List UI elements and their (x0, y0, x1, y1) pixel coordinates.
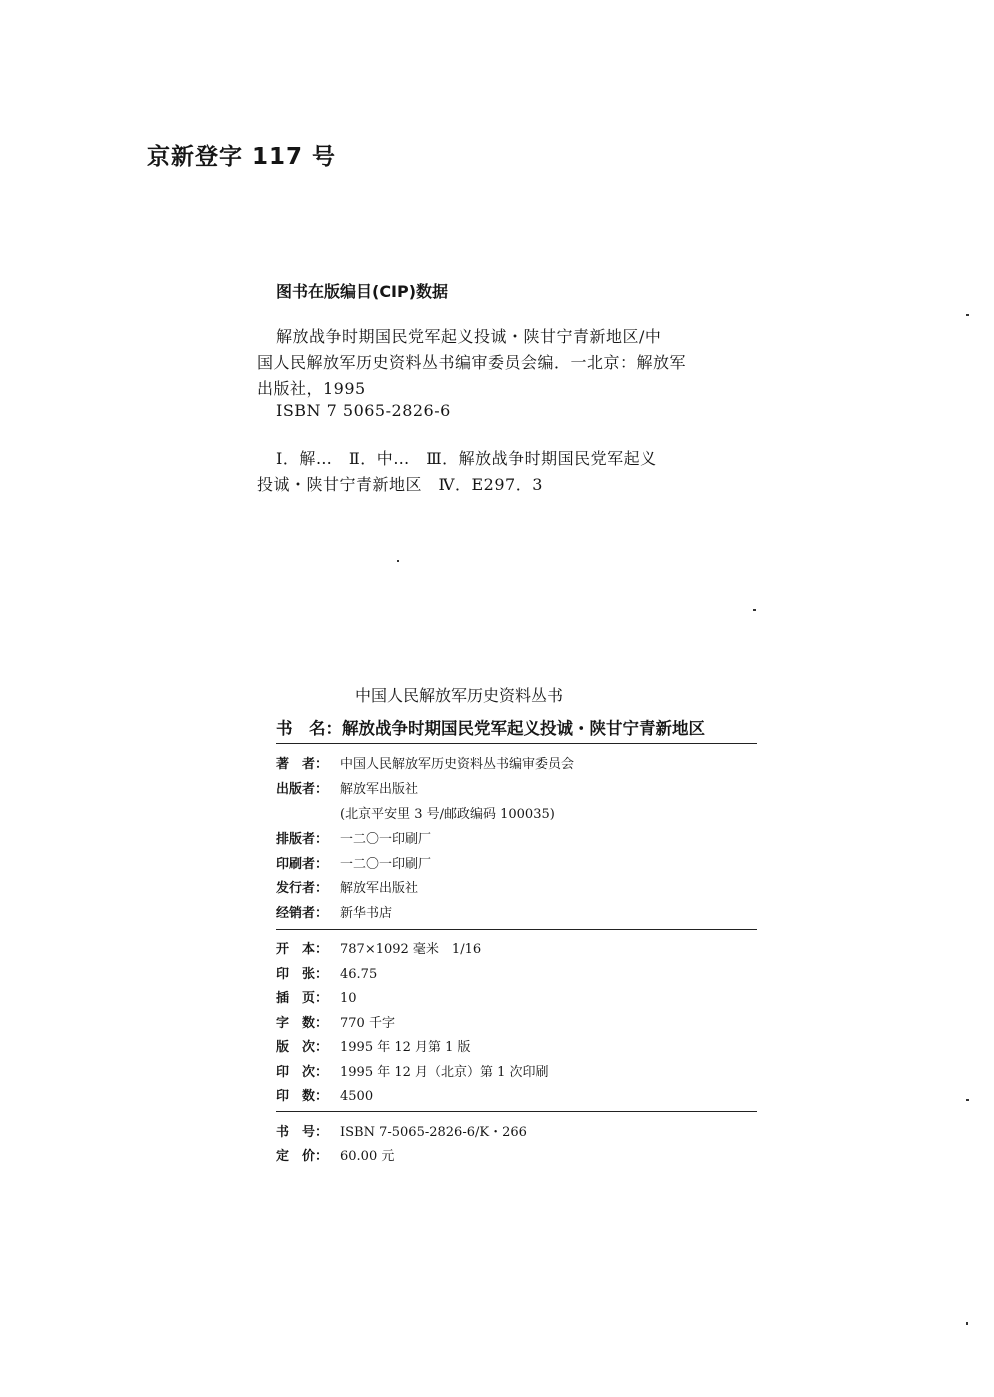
info-row-publisher-address (276, 803, 555, 825)
info-label: 印 张： (276, 967, 329, 982)
info-value: 770 千字 (340, 1016, 395, 1031)
cip-isbn-line: ISBN 7 5065-2826-6 (276, 401, 451, 420)
info-value: 10 (340, 991, 357, 1006)
info-row-printing (276, 1061, 549, 1083)
info-value: 1995 年 12 月（北京）第 1 次印刷 (340, 1065, 549, 1080)
cip-classification-line: 投诚・陕甘宁青新地区 Ⅳ．E297．3 (257, 475, 543, 494)
info-row-distributor (276, 877, 418, 899)
cip-record-line: 解放战争时期国民党军起义投诚・陕甘宁青新地区/中 (276, 327, 662, 346)
info-value: 1995 年 12 月第 1 版 (340, 1040, 471, 1055)
info-label: 印 次： (276, 1065, 329, 1080)
info-value: 60.00 元 (340, 1149, 395, 1164)
info-row-seller (276, 902, 392, 924)
info-row-book-number (276, 1121, 527, 1143)
cip-record-line: 出版社，1995 (257, 379, 366, 398)
info-label: 开 本： (276, 942, 329, 957)
scan-speck (397, 560, 399, 562)
info-value: ISBN 7-5065-2826-6/K・266 (340, 1125, 527, 1140)
info-value: 一二〇一印刷厂 (340, 832, 432, 847)
info-row-sheets (276, 963, 377, 985)
info-label: 书 号： (276, 1125, 329, 1140)
scan-speck (966, 1099, 969, 1101)
info-value: (北京平安里 3 号/邮政编码 100035) (340, 807, 555, 822)
divider (276, 1111, 757, 1112)
cip-heading: 图书在版编目(CIP)数据 (276, 282, 449, 301)
info-value: 一二〇一印刷厂 (340, 857, 432, 872)
info-row-edition (276, 1036, 471, 1058)
scan-speck (966, 1322, 968, 1325)
info-label: 字 数： (276, 1016, 329, 1031)
info-value: 46.75 (340, 967, 378, 982)
info-value: 新华书店 (340, 906, 393, 921)
info-row-publisher (276, 778, 418, 800)
series-title: 中国人民解放军历史资料丛书 (355, 686, 564, 705)
info-label: 排版者： (276, 832, 329, 847)
info-value: 解放军出版社 (340, 881, 419, 896)
scan-speck (753, 609, 756, 611)
info-label: 印 数： (276, 1089, 329, 1104)
info-row-print-run (276, 1085, 373, 1107)
license-number: 京新登字 117 号 (147, 144, 337, 170)
info-row-format (276, 938, 481, 960)
info-value: 解放军出版社 (340, 782, 419, 797)
info-label: 插 页： (276, 991, 329, 1006)
info-label: 经销者： (276, 906, 329, 921)
info-label: 出版者： (276, 782, 329, 797)
cip-classification-line: Ⅰ．解… Ⅱ．中… Ⅲ．解放战争时期国民党军起义 (276, 449, 657, 468)
info-label: 定 价： (276, 1149, 329, 1164)
scan-speck (966, 314, 969, 316)
info-label: 著 者： (276, 757, 329, 772)
info-row-printer (276, 853, 431, 875)
info-value: 4500 (340, 1089, 374, 1104)
info-row-typesetter (276, 828, 431, 850)
info-label: 版 次： (276, 1040, 329, 1055)
book-name: 书 名：解放战争时期国民党军起义投诚・陕甘宁青新地区 (276, 719, 705, 738)
divider (276, 929, 757, 930)
info-value: 787×1092 毫米 1/16 (340, 942, 482, 957)
cip-record-line: 国人民解放军历史资料丛书编审委员会编．一北京：解放军 (257, 353, 687, 372)
info-value: 中国人民解放军历史资料丛书编审委员会 (340, 757, 575, 772)
info-label: 发行者： (276, 881, 329, 896)
info-row-author (276, 753, 574, 775)
divider (276, 743, 757, 744)
info-row-word-count (276, 1012, 395, 1034)
info-row-inserts (276, 987, 357, 1009)
info-label: 印刷者： (276, 857, 329, 872)
info-row-price (276, 1145, 394, 1167)
